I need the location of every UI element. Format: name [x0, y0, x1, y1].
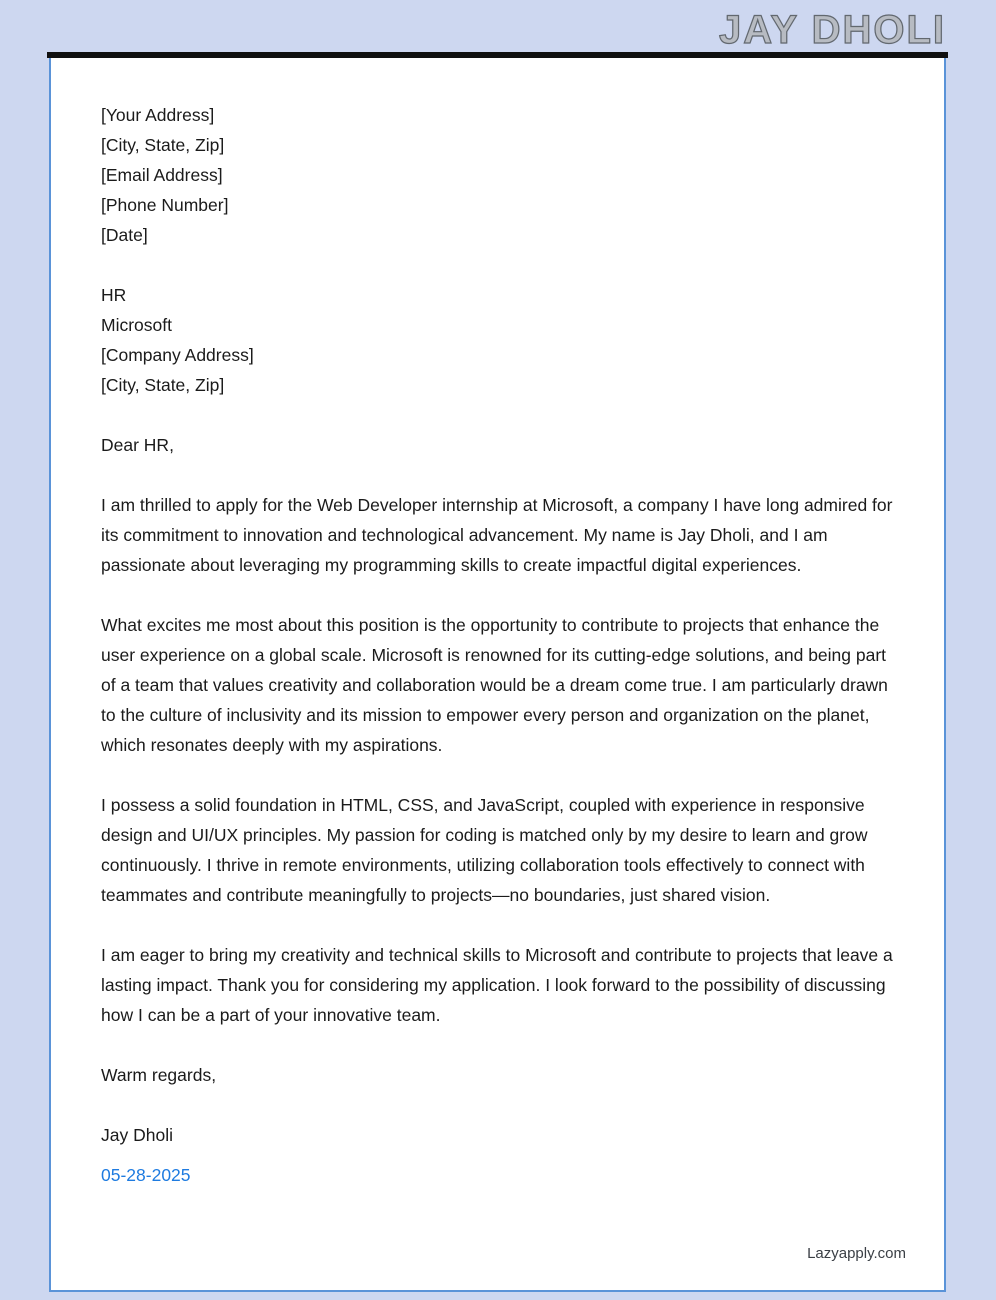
signature-name: Jay Dholi: [101, 1125, 173, 1145]
recipient-address-line: [Company Address]: [101, 345, 254, 365]
sender-address-line: [City, State, Zip]: [101, 135, 225, 155]
body-paragraphs: [101, 490, 894, 1030]
sender-address-line: [Date]: [101, 225, 148, 245]
letter-date: 05-28-2025: [101, 1165, 191, 1185]
body-paragraph: I possess a solid foundation in HTML, CSS, and JavaScript, coupled with experience in responsive design and UI/UX principles. My passion for coding is matched only by my desire to learn and grow continuously. I thrive in remote environments, utilizing collaboration tools effectively to connect with teammates and contribute meaningfully to projects—no boundaries, just shared vision.: [101, 795, 868, 905]
salutation: Dear HR,: [101, 435, 174, 455]
sender-address-block: [101, 100, 894, 250]
letter-page: [49, 58, 946, 1292]
brand-name: JAY DHOLI: [719, 8, 946, 52]
letter-content: [51, 58, 944, 1190]
sender-address-line: [Phone Number]: [101, 195, 229, 215]
body-paragraph: I am thrilled to apply for the Web Developer internship at Microsoft, a company I have long admired for its commitment to innovation and technological advancement. My name is Jay Dholi, and I am passionate about leveraging my programming skills to create impactful digital experiences.: [101, 495, 893, 575]
body-paragraph: What excites me most about this position is the opportunity to contribute to projects that enhance the user experience on a global scale. Microsoft is renowned for its cutting-edge solutions, and being part of a team that values creativity and collaboration would be a dream come true. I am particularly drawn to the culture of inclusivity and its mission to empower every person and organization on the planet, which resonates deeply with my aspirations.: [101, 615, 888, 755]
watermark-link[interactable]: Lazyapply.com: [807, 1245, 906, 1262]
recipient-address-line: HR: [101, 285, 127, 305]
body-paragraph: I am eager to bring my creativity and technical skills to Microsoft and contribute to projects that leave a lasting impact. Thank you for considering my application. I look forward to the possibility of discussing how I can be a part of your innovative team.: [101, 945, 893, 1025]
sender-address-line: [Your Address]: [101, 105, 215, 125]
recipient-address-block: [101, 280, 894, 400]
sender-address-line: [Email Address]: [101, 165, 223, 185]
recipient-address-line: [City, State, Zip]: [101, 375, 225, 395]
closing: Warm regards,: [101, 1065, 217, 1085]
recipient-address-line: Microsoft: [101, 315, 172, 335]
